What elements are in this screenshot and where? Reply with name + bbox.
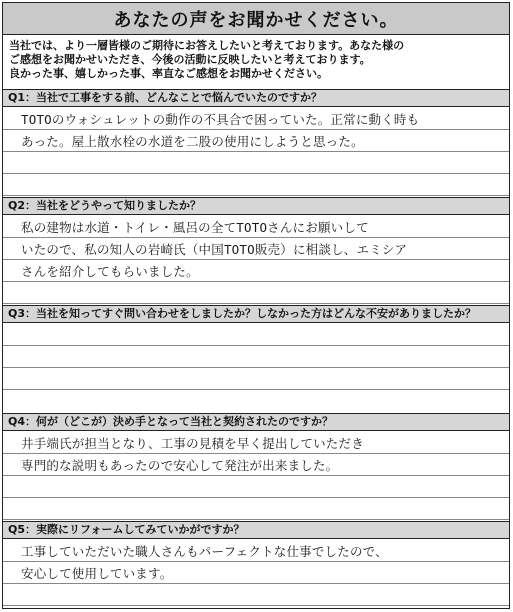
answer-line: 工事していただいた職人さんもパーフェクトな仕事でしたので、: [21, 544, 388, 559]
answer-line: いたので、私の知人の岩崎氏（中国TOTO販売）に相談し、エミシア: [21, 242, 408, 257]
answer-line: 私の建物は水道・トイレ・風呂の全てTOTOさんにお願いして: [21, 220, 369, 235]
question-1-label: Q1：当社で工事をする前、どんなことで悩んでいたのですか？: [3, 89, 509, 107]
question-3-label: Q3：当社を知ってすぐ問い合わせをしましたか？しなかった方はどんな不安がありましたか？: [3, 305, 509, 323]
answer-line: さんを紹介してもらいました。: [21, 264, 199, 279]
answer-line: 専門的な説明もあったので安心して発注が出来ました。: [21, 458, 339, 473]
page-title: あなたの声をお聞かせください。: [3, 3, 509, 35]
answer-line: TOTOのウォシュレットの動作の不具合で困っていた。正常に動く時も: [21, 112, 420, 127]
intro-line: 良かった事、嬉しかった事、率直なご感想をお聞かせください。: [9, 67, 328, 80]
question-5-answer: [21, 541, 501, 585]
question-3-lines: [3, 323, 509, 413]
answer-line: 井手端氏が担当となり、工事の見積を早く提出していただき: [21, 436, 364, 451]
intro-line: 当社では、より一層皆様のご期待にお答えしたいと考えております。あなた様の: [9, 39, 405, 52]
intro-line: ご感想をお聞かせいただき、今後の活動に反映したいと考えております。: [9, 53, 371, 66]
question-2-label: Q2：当社をどうやって知りましたか？: [3, 197, 509, 215]
intro-text: [9, 39, 505, 81]
question-4-label: Q4：何が（どこが）決め手となって当社と契約されたのですか？: [3, 413, 509, 431]
survey-sheet: [2, 2, 510, 609]
question-4-answer: [21, 433, 501, 477]
question-5-label: Q5：実際にリフォームしてみていかがですか？: [3, 521, 509, 539]
answer-line: 安心して使用しています。: [21, 566, 173, 581]
question-1-answer: [21, 109, 501, 153]
answer-line: あった。屋上散水栓の水道を二股の使用にしようと思った。: [21, 134, 364, 149]
question-2-answer: [21, 217, 501, 283]
